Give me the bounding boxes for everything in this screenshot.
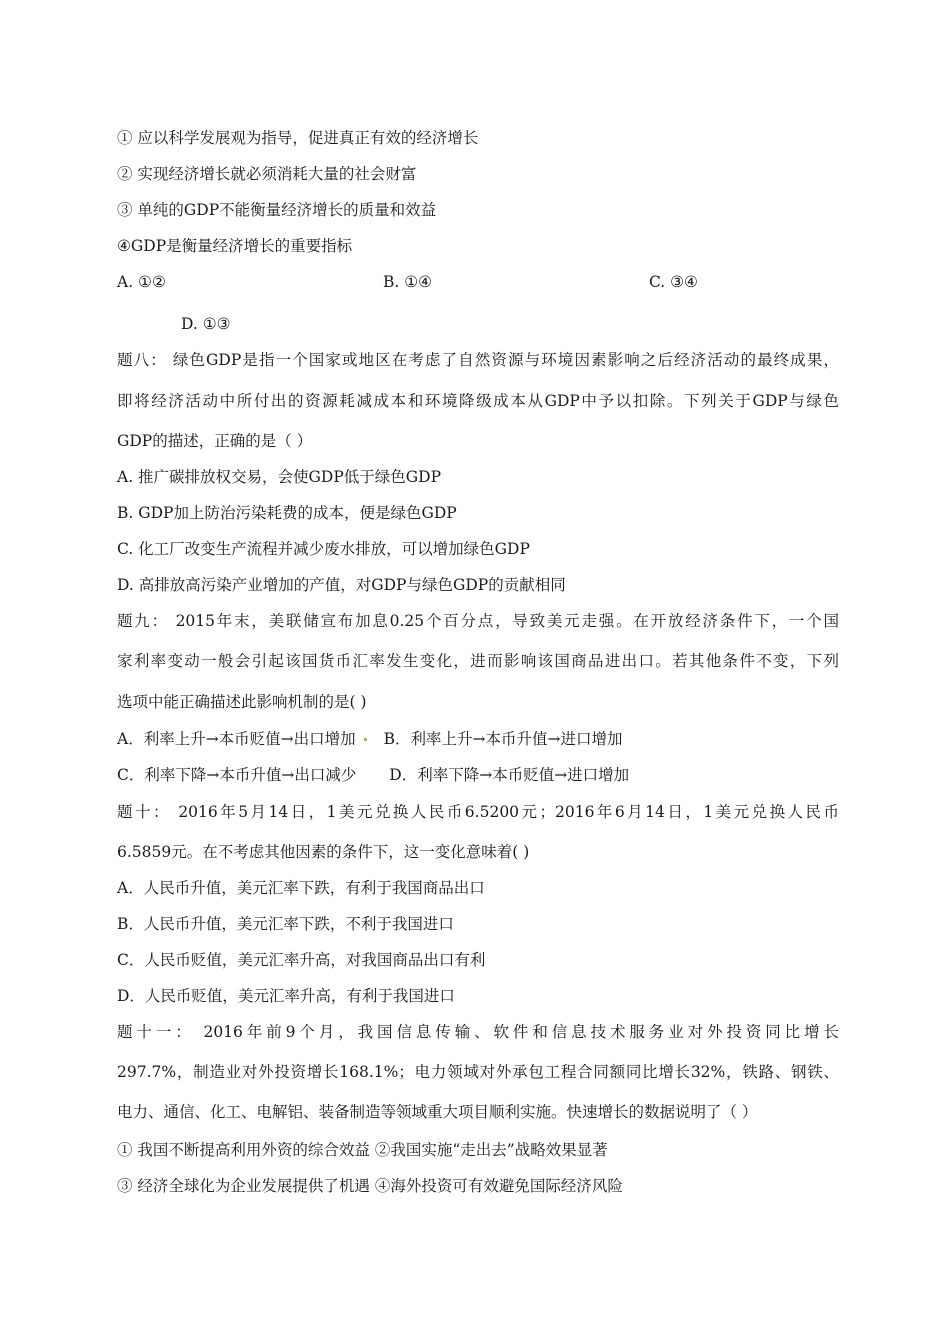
q11-stem-line-1: 题十一： 2016年前9个月，我国信息传输、软件和信息技术服务业对外投资同比增长: [117, 1023, 839, 1041]
q9-option-c: C．利率下降→本币升值→出口减少: [117, 766, 357, 784]
q7-statement-4: ④GDP是衡量经济增长的重要指标: [117, 237, 353, 255]
q8-stem-line-1: 题八： 绿色GDP是指一个国家或地区在考虑了自然资源与环境因素影响之后经济活动的最终成果，: [117, 351, 839, 369]
q7-option-d: D. ①③: [181, 315, 231, 333]
q10-option-b: B．人民币升值，美元汇率下跌，不利于我国进口: [117, 915, 454, 933]
q9-option-a: A．利率上升→本币贬值→出口增加: [117, 730, 356, 748]
q8-option-b: B. GDP加上防治污染耗费的成本，便是绿色GDP: [117, 504, 457, 522]
stray-dot: [364, 738, 367, 741]
q7-statement-3: ③ 单纯的GDP不能衡量经济增长的质量和效益: [117, 201, 437, 219]
q9-options-row-1: [117, 729, 622, 749]
q7-option-b: B. ①④: [383, 273, 433, 291]
q8-option-a: A. 推广碳排放权交易，会使GDP低于绿色GDP: [117, 468, 442, 486]
q8-option-d: D. 高排放高污染产业增加的产值，对GDP与绿色GDP的贡献相同: [117, 576, 566, 594]
q10-option-c: C．人民币贬值，美元汇率升高，对我国商品出口有利: [117, 951, 486, 969]
q11-stem-line-3: 电力、通信、化工、电解铝、装备制造等领域重大项目顺利实施。快速增长的数据说明了（ ）: [117, 1103, 758, 1121]
q11-statements-row-2: ③ 经济全球化为企业发展提供了机遇 ④海外投资可有效避免国际经济风险: [117, 1177, 623, 1195]
q11-statements-row-1: ① 我国不断提高利用外资的综合效益 ②我国实施“走出去”战略效果显著: [117, 1141, 608, 1159]
q9-option-b: B．利率上升→本币升值→进口增加: [383, 730, 623, 748]
q9-stem-line-3: 选项中能正确描述此影响机制的是( ): [117, 693, 367, 711]
q10-stem-line-2: 6.5859元。在不考虑其他因素的条件下，这一变化意味着( ): [117, 843, 530, 861]
q11-stem-line-2: 297.7%，制造业对外投资增长168.1%；电力领域对外承包工程合同额同比增长32%，铁路、钢铁、: [117, 1063, 839, 1081]
q10-option-a: A．人民币升值，美元汇率下跌，有利于我国商品出口: [117, 879, 485, 897]
q10-stem-line-1: 题十： 2016年5月14日，1美元兑换人民币6.5200元；2016年6月14日，1美元兑换人民币: [117, 803, 839, 821]
q9-stem-line-1: 题九： 2015年末，美联储宣布加息0.25个百分点，导致美元走强。在开放经济条件下，一个国: [117, 612, 839, 630]
q8-option-c: C. 化工厂改变生产流程并减少废水排放，可以增加绿色GDP: [117, 540, 530, 558]
q9-options-row-2: [117, 765, 629, 785]
q10-option-d: D．人民币贬值，美元汇率升高，有利于我国进口: [117, 987, 455, 1005]
q8-stem-line-3: GDP的描述，正确的是（ ）: [117, 432, 313, 450]
q8-stem-line-2: 即将经济活动中所付出的资源耗减成本和环境降级成本从GDP中予以扣除。下列关于GDP与绿色: [117, 392, 839, 410]
q9-stem-line-2: 家利率变动一般会引起该国货币汇率发生变化，进而影响该国商品进出口。若其他条件不变，下列: [117, 652, 839, 670]
q7-statement-2: ② 实现经济增长就必须消耗大量的社会财富: [117, 165, 417, 183]
q7-option-c: C. ③④: [649, 273, 698, 291]
q7-statement-1: ① 应以科学发展观为指导，促进真正有效的经济增长: [117, 129, 479, 147]
q7-option-a: A. ①②: [117, 273, 166, 291]
q9-option-d: D．利率下降→本币贬值→进口增加: [389, 766, 630, 784]
